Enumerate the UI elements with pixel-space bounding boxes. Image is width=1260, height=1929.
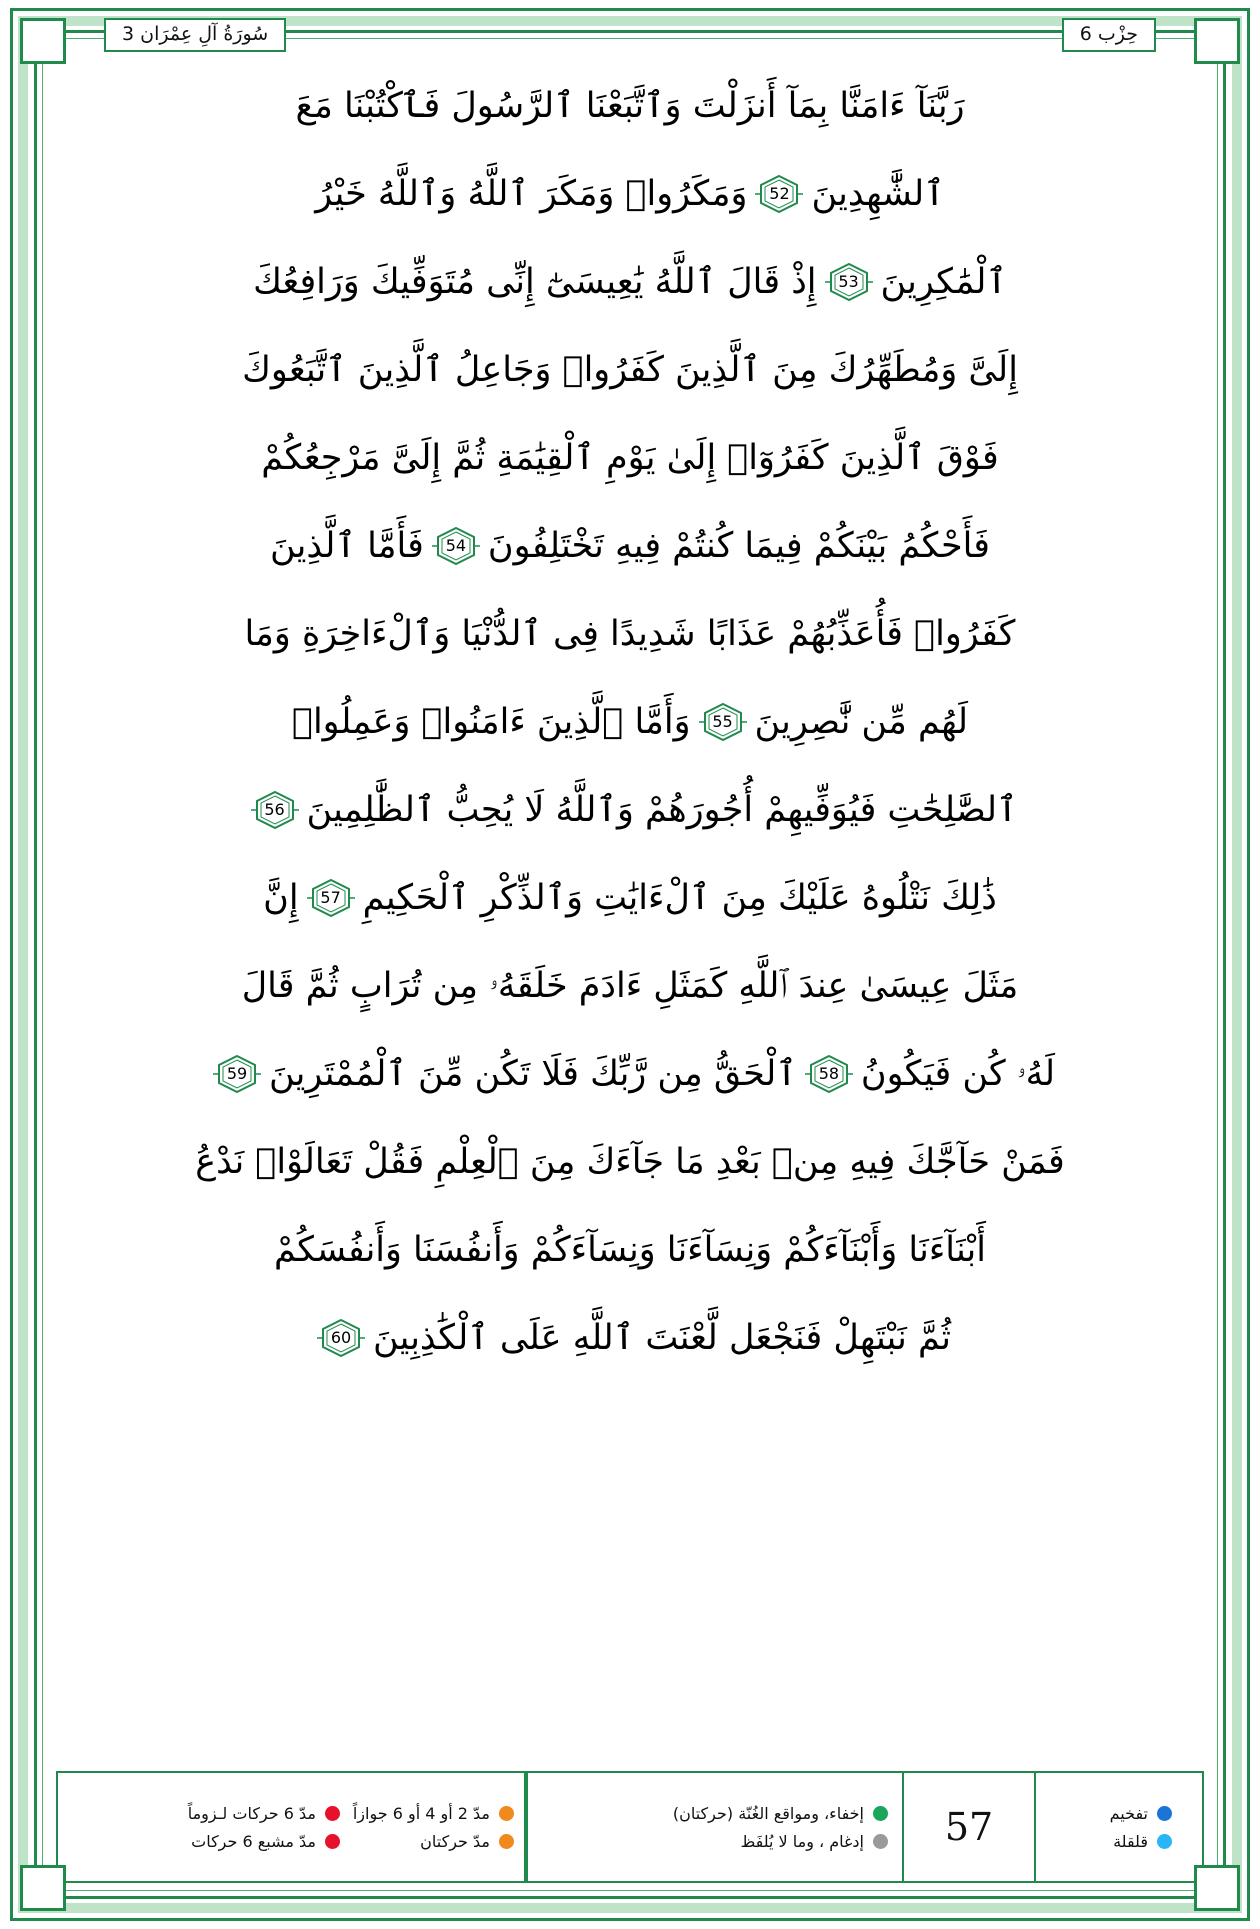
quran-line-segment: إِذْ قَالَ ٱللَّهُ يَٰعِيسَىٰٓ إِنِّى مُتَوَفِّيكَ وَرَافِعُكَ xyxy=(253,261,817,302)
sura-number: 3 xyxy=(122,23,135,46)
legend-item xyxy=(68,1832,346,1851)
quran-line-segment: لَهُم مِّن نَّٰصِرِينَ xyxy=(754,701,969,742)
quran-line xyxy=(56,766,1204,854)
ayah-number-text: 58 xyxy=(818,1063,840,1083)
legend-item xyxy=(538,1804,892,1823)
quran-line-segment: فَأَحْكُمُ بَيْنَكُمْ فِيمَا كُنتُمْ فِيهِ تَخْتَلِفُونَ xyxy=(487,525,990,566)
quran-line-segment: وَأَمَّا ٱلَّذِينَ ءَامَنُوا۟ وَعَمِلُوا۟ xyxy=(291,701,691,742)
quran-text-body xyxy=(56,62,1204,1749)
legend-item-label: إخفاء، ومواقع الغُنّة (حركتان) xyxy=(672,1803,864,1823)
legend-color-dot xyxy=(1157,1806,1172,1821)
legend-item-label: مدّ 2 أو 4 أو 6 جوازاً xyxy=(352,1803,490,1823)
quran-line xyxy=(56,1118,1204,1206)
tajweed-legend xyxy=(56,1771,1204,1883)
ayah-number-medallion xyxy=(753,174,805,214)
ayah-number-medallion xyxy=(305,878,357,918)
quran-line-segment: أَبْنَآءَنَا وَأَبْنَآءَكُمْ وَنِسَآءَنَا وَنِسَآءَكُمْ وَأَنفُسَنَا وَأَنفُسَكُمْ xyxy=(274,1229,986,1270)
corner-ornament-top-left xyxy=(20,18,66,64)
legend-group-middle xyxy=(526,1771,904,1883)
quran-line-segment: ثُمَّ نَبْتَهِلْ فَنَجْعَل لَّعْنَتَ ٱللَّهِ عَلَى ٱلْكَٰذِبِينَ xyxy=(372,1317,952,1358)
quran-line xyxy=(56,414,1204,502)
quran-line-segment: لَهُۥ كُن فَيَكُونُ xyxy=(860,1053,1056,1094)
legend-color-dot xyxy=(499,1834,514,1849)
quran-line-segment: كَفَرُوا۟ فَأُعَذِّبُهُمْ عَذَابًا شَدِيدًا فِى ٱلدُّنْيَا وَٱلْءَاخِرَةِ وَمَا xyxy=(244,613,1016,654)
ayah-number-text: 57 xyxy=(320,887,341,907)
legend-color-dot xyxy=(873,1806,888,1821)
ayah-number-medallion xyxy=(249,790,301,830)
quran-line xyxy=(56,150,1204,238)
quran-line xyxy=(56,1030,1204,1118)
quran-line-segment: فَأَمَّا ٱلَّذِينَ xyxy=(270,525,424,566)
legend-color-dot xyxy=(873,1834,888,1849)
legend-item-label: مدّ حركتان xyxy=(420,1831,490,1851)
ayah-number-text: 56 xyxy=(264,799,285,819)
sura-label xyxy=(104,18,286,52)
legend-group-orange xyxy=(352,1771,526,1883)
sura-name: سُورَةُ آلِ عِمْرَان xyxy=(140,23,269,46)
legend-item-label: مدّ مشبع 6 حركات xyxy=(191,1831,316,1851)
quran-line-segment: فَمَنْ حَآجَّكَ فِيهِ مِنۢ بَعْدِ مَا جَآءَكَ مِنَ ٱلْعِلْمِ فَقُلْ تَعَالَوْا۟ نَدْعُ xyxy=(195,1141,1065,1182)
quran-line xyxy=(56,238,1204,326)
legend-item-label: تفخيم xyxy=(1109,1803,1148,1823)
legend-color-dot xyxy=(325,1834,340,1849)
quran-line-segment: رَبَّنَآ ءَامَنَّا بِمَآ أَنزَلْتَ وَٱتَّبَعْنَا ٱلرَّسُولَ فَٱكْتُبْنَا مَعَ xyxy=(295,85,965,126)
ayah-number-medallion xyxy=(823,262,875,302)
ayah-number-medallion xyxy=(803,1054,855,1094)
legend-item xyxy=(538,1832,892,1851)
ayah-number-text: 53 xyxy=(838,271,859,291)
legend-group-left xyxy=(1034,1771,1204,1883)
quran-line-segment: وَمَكَرُوا۟ وَمَكَرَ ٱللَّهُ وَٱللَّهُ خَيْرُ xyxy=(315,173,748,214)
quran-line-segment: ذَٰلِكَ نَتْلُوهُ عَلَيْكَ مِنَ ٱلْءَايَٰتِ وَٱلذِّكْرِ ٱلْحَكِيمِ xyxy=(362,877,997,918)
legend-item-label: مدّ 6 حركات لـزوماً xyxy=(187,1803,316,1823)
quran-line xyxy=(56,942,1204,1030)
ayah-number-text: 54 xyxy=(445,535,467,555)
ayah-number-text: 55 xyxy=(712,711,733,731)
legend-group-red xyxy=(56,1771,356,1883)
quran-line xyxy=(56,1294,1204,1382)
quran-line-segment: مَثَلَ عِيسَىٰ عِندَ ٱللَّهِ كَمَثَلِ ءَادَمَ خَلَقَهُۥ مِن تُرَابٍ ثُمَّ قَالَ xyxy=(241,965,1019,1006)
legend-color-dot xyxy=(499,1806,514,1821)
quran-line xyxy=(56,502,1204,590)
quran-line-segment: ٱلشَّٰهِدِينَ xyxy=(811,173,945,214)
ayah-number-text: 52 xyxy=(769,183,790,203)
legend-item-label: قلقلة xyxy=(1113,1831,1148,1851)
legend-color-dot xyxy=(325,1806,340,1821)
legend-item xyxy=(1046,1832,1192,1851)
quran-line xyxy=(56,326,1204,414)
legend-item xyxy=(1046,1804,1192,1823)
legend-item-label: إدغام ، وما لا يُلفَظ xyxy=(740,1831,864,1851)
quran-line xyxy=(56,1206,1204,1294)
page-number: 57 xyxy=(944,1805,994,1849)
quran-line xyxy=(56,678,1204,766)
page-header xyxy=(46,14,1214,56)
ayah-number-medallion xyxy=(697,702,749,742)
ayah-number-medallion xyxy=(430,526,482,566)
hizb-label: حِزْب 6 xyxy=(1062,18,1156,52)
quran-line-segment: ٱلْحَقُّ مِن رَّبِّكَ فَلَا تَكُن مِّنَ ٱلْمُمْتَرِينَ xyxy=(269,1053,797,1094)
quran-line-segment: فَوْقَ ٱلَّذِينَ كَفَرُوٓا۟ إِلَىٰ يَوْمِ ٱلْقِيَٰمَةِ ثُمَّ إِلَىَّ مَرْجِعُكُمْ xyxy=(261,437,999,478)
legend-item xyxy=(68,1804,346,1823)
quran-line xyxy=(56,854,1204,942)
legend-item xyxy=(366,1832,514,1851)
quran-line-segment: ٱلْمَٰكِرِينَ xyxy=(880,261,1007,302)
ayah-number-medallion xyxy=(211,1054,263,1094)
quran-line-segment: ٱلصَّٰلِحَٰتِ فَيُوَفِّيهِمْ أُجُورَهُمْ وَٱللَّهُ لَا يُحِبُّ ٱلظَّٰلِمِينَ xyxy=(306,789,1018,830)
ayah-number-medallion xyxy=(315,1318,367,1358)
corner-ornament-bottom-left xyxy=(20,1865,66,1911)
legend-item xyxy=(352,1803,514,1823)
legend-color-dot xyxy=(1157,1834,1172,1849)
ayah-number-text: 59 xyxy=(226,1063,248,1083)
page-number-container xyxy=(904,1771,1034,1883)
quran-line-segment: إِنَّ xyxy=(263,877,299,918)
ayah-number-text: 60 xyxy=(330,1327,352,1347)
quran-line xyxy=(56,62,1204,150)
quran-line-segment: إِلَىَّ وَمُطَهِّرُكَ مِنَ ٱلَّذِينَ كَفَرُوا۟ وَجَاعِلُ ٱلَّذِينَ ٱتَّبَعُوكَ xyxy=(242,349,1018,390)
quran-line xyxy=(56,590,1204,678)
corner-ornament-top-right xyxy=(1194,18,1240,64)
corner-ornament-bottom-right xyxy=(1194,1865,1240,1911)
